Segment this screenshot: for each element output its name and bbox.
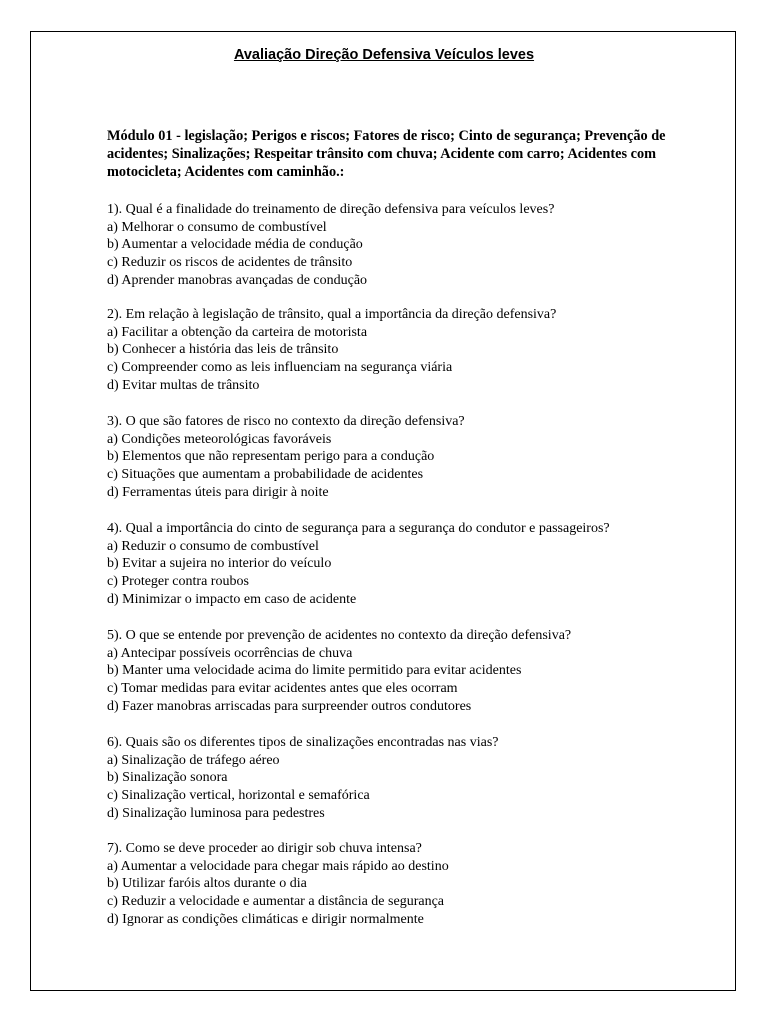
answer-option: a) Condições meteorológicas favoráveis	[107, 431, 332, 447]
question-text: 3). O que são fatores de risco no contexto da direção defensiva?	[107, 414, 465, 429]
answer-option: b) Utilizar faróis altos durante o dia	[107, 876, 307, 892]
answer-option: c) Proteger contra roubos	[107, 574, 249, 590]
module-heading: Módulo 01 - legislação; Perigos e riscos; Fatores de risco; Cinto de segurança; Prevenção de acidentes; Sinalizações; Respeitar trânsito com chuva; Acidente com carro; Acidentes com motocicleta; Acidentes com caminhão.:	[107, 128, 666, 180]
question-block	[107, 520, 707, 609]
question-block	[107, 201, 707, 290]
answer-option: b) Aumentar a velocidade média de condução	[107, 237, 363, 253]
answer-option: a) Melhorar o consumo de combustível	[107, 219, 327, 235]
answer-option: b) Conhecer a história das leis de trânsito	[107, 342, 339, 358]
answer-option: c) Reduzir os riscos de acidentes de trânsito	[107, 255, 353, 271]
answer-option: c) Reduzir a velocidade e aumentar a distância de segurança	[107, 894, 444, 910]
answer-option: a) Aumentar a velocidade para chegar mais rápido ao destino	[107, 858, 449, 874]
question-text: 2). Em relação à legislação de trânsito, qual a importância da direção defensiva?	[107, 307, 557, 322]
question-block	[107, 840, 707, 929]
answer-option: b) Evitar a sujeira no interior do veículo	[107, 556, 332, 572]
question-text: 1). Qual é a finalidade do treinamento de direção defensiva para veículos leves?	[107, 202, 555, 217]
question-block	[107, 306, 707, 395]
answer-option: d) Fazer manobras arriscadas para surpreender outros condutores	[107, 698, 472, 714]
answer-option: c) Compreender como as leis influenciam na segurança viária	[107, 360, 453, 376]
answer-option: a) Facilitar a obtenção da carteira de motorista	[107, 324, 368, 340]
answer-option: b) Manter uma velocidade acima do limite permitido para evitar acidentes	[107, 663, 522, 679]
question-text: 5). O que se entende por prevenção de acidentes no contexto da direção defensiva?	[107, 628, 572, 643]
question-text: 4). Qual a importância do cinto de segurança para a segurança do condutor e passageiros?	[107, 521, 610, 536]
question-text: 7). Como se deve proceder ao dirigir sob chuva intensa?	[107, 841, 422, 856]
answer-option: b) Elementos que não representam perigo para a condução	[107, 449, 435, 465]
answer-option: d) Aprender manobras avançadas de condução	[107, 272, 368, 288]
answer-option: a) Reduzir o consumo de combustível	[107, 538, 319, 554]
answer-option: d) Ignorar as condições climáticas e dirigir normalmente	[107, 911, 424, 927]
answer-option: c) Situações que aumentam a probabilidade de acidentes	[107, 467, 424, 483]
question-block	[107, 734, 707, 823]
answer-option: d) Minimizar o impacto em caso de acidente	[107, 591, 357, 607]
answer-option: c) Sinalização vertical, horizontal e semafórica	[107, 788, 370, 804]
answer-option: d) Ferramentas úteis para dirigir à noite	[107, 484, 329, 500]
answer-option: b) Sinalização sonora	[107, 770, 228, 786]
question-block	[107, 627, 707, 716]
answer-option: c) Tomar medidas para evitar acidentes antes que eles ocorram	[107, 681, 458, 697]
question-block	[107, 413, 707, 502]
answer-option: a) Sinalização de tráfego aéreo	[107, 752, 280, 768]
question-text: 6). Quais são os diferentes tipos de sinalizações encontradas nas vias?	[107, 735, 499, 750]
document-title: Avaliação Direção Defensiva Veículos leves	[233, 47, 535, 63]
answer-option: a) Antecipar possíveis ocorrências de chuva	[107, 645, 353, 661]
answer-option: d) Sinalização luminosa para pedestres	[107, 805, 325, 821]
answer-option: d) Evitar multas de trânsito	[107, 377, 260, 393]
